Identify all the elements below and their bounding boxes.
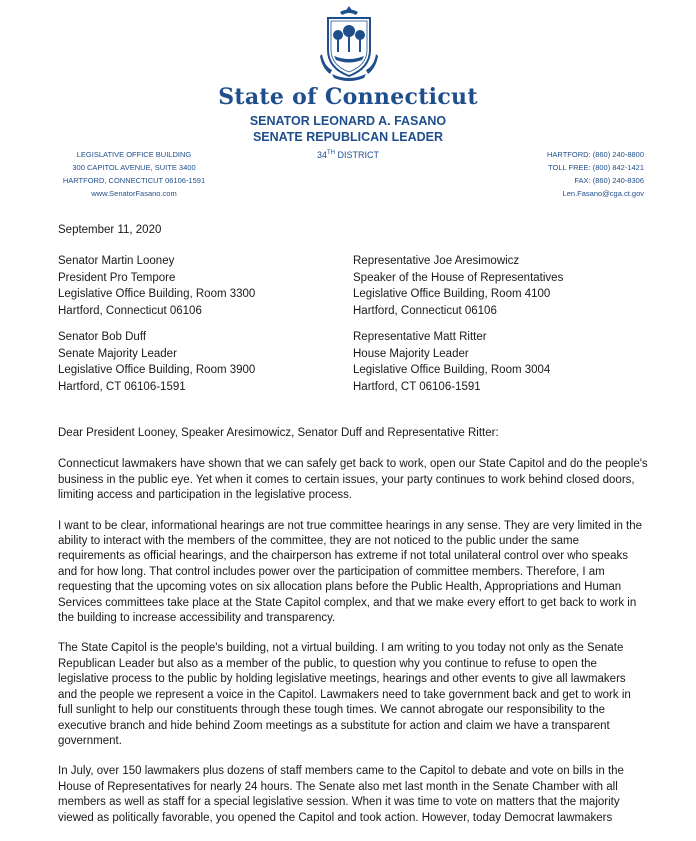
- recipient-line: Legislative Office Building, Room 4100: [353, 288, 551, 300]
- recipient-block: [353, 329, 550, 395]
- recipient-line: Representative Joe Aresimowicz: [353, 255, 520, 267]
- recipient-line: Legislative Office Building, Room 3004: [353, 364, 551, 376]
- recipient-line: Hartford, Connecticut 06106: [353, 304, 497, 317]
- office-address: [44, 148, 224, 200]
- recipient-line: Hartford, Connecticut 06106: [58, 304, 202, 317]
- hartford-phone: HARTFORD: (860) 240-8800: [547, 150, 644, 159]
- website-link[interactable]: www.SenatorFasano.com: [91, 189, 177, 198]
- recipient-block: [353, 253, 563, 319]
- letter-body: [58, 426, 648, 841]
- letter-date: September 11, 2020: [58, 224, 162, 236]
- recipient-line: President Pro Tempore: [58, 271, 176, 284]
- recipient-line: Speaker of the House of Representatives: [353, 271, 564, 284]
- recipient-block: [58, 329, 255, 395]
- state-title: State of Connecticut: [218, 84, 478, 110]
- email-link[interactable]: Len.Fasano@cga.ct.gov: [562, 189, 644, 198]
- paragraph: I want to be clear, informational hearings are not true committee hearings in any sense. They are very limited in the ability to interact with the members of the committee, they are not noticed to the public under the same requirements as official hearings, and the chairperson has extreme if not total unilateral control over who speaks and for how long. That control includes power over the participation of committee members. Therefore, I am requesting that the upcoming votes on six allocation plans before the Public Health, Appropriations and Human Services committees take place at the State Capitol complex, and that we make every effort to get back to work in the building to increase accessibility and transparency.: [58, 519, 643, 625]
- paragraph: Connecticut lawmakers have shown that we can safely get back to work, open our State Capitol and do the people's business in the public eye. Yet when it comes to certain issues, your party continues to work behind closed doors, limiting access and participation in the legislative process.: [58, 458, 648, 502]
- salutation: Dear President Looney, Speaker Aresimowicz, Senator Duff and Representative Ritter:: [58, 427, 499, 439]
- address-line: 300 CAPITOL AVENUE, SUITE 3400: [72, 163, 196, 172]
- recipient-line: Legislative Office Building, Room 3300: [58, 288, 256, 300]
- senator-role: SENATE REPUBLICAN LEADER: [252, 130, 444, 144]
- connecticut-state-seal-icon: [320, 4, 378, 82]
- recipient-line: Senator Bob Duff: [58, 331, 147, 343]
- paragraph: In July, over 150 lawmakers plus dozens of staff members came to the Capitol to debate and vote on bills in the House of Representatives for nearly 24 hours. The Senate also met last month in the Senate Chamber with all members as well as staff for a special legislative session. When it was time to vote on matters that the majority viewed as politically favorable, you opened the Capitol and took action. However, today Democrat lawmakers: [58, 765, 624, 824]
- recipient-line: Hartford, CT 06106-1591: [58, 380, 186, 393]
- contact-info: [444, 148, 644, 200]
- recipient-line: Hartford, CT 06106-1591: [353, 380, 481, 393]
- recipient-line: Representative Matt Ritter: [353, 331, 487, 343]
- recipient-block: [58, 253, 255, 319]
- address-line: HARTFORD, CONNECTICUT 06106-1591: [62, 176, 206, 185]
- recipient-line: Senate Majority Leader: [58, 347, 177, 360]
- senator-name: SENATOR LEONARD A. FASANO: [249, 114, 447, 128]
- recipient-line: House Majority Leader: [353, 347, 469, 360]
- district: 34TH DISTRICT: [316, 150, 380, 160]
- fax-number: FAX: (860) 240-8306: [574, 176, 644, 185]
- recipient-line: Senator Martin Looney: [58, 255, 175, 267]
- recipient-line: Legislative Office Building, Room 3900: [58, 364, 256, 376]
- address-line: LEGISLATIVE OFFICE BUILDING: [76, 150, 192, 159]
- paragraph: The State Capitol is the people's building, not a virtual building. I am writing to you today not only as the Senate Republican Leader but also as a member of the public, to question why you continue to refuse to open the legislative process to the public by holding legislative meetings, hearings and other events to give all lawmakers and the people we represent a voice in the Capitol. Lawmakers need to take government back and get to work in full sunlight to help our constituents through these tough times. We cannot abrogate our responsibility to the executive branch and hide behind Zoom meetings as a substitute for action and claim we have a transparent government.: [58, 642, 631, 747]
- toll-free-phone: TOLL FREE: (800) 842-1421: [548, 163, 644, 172]
